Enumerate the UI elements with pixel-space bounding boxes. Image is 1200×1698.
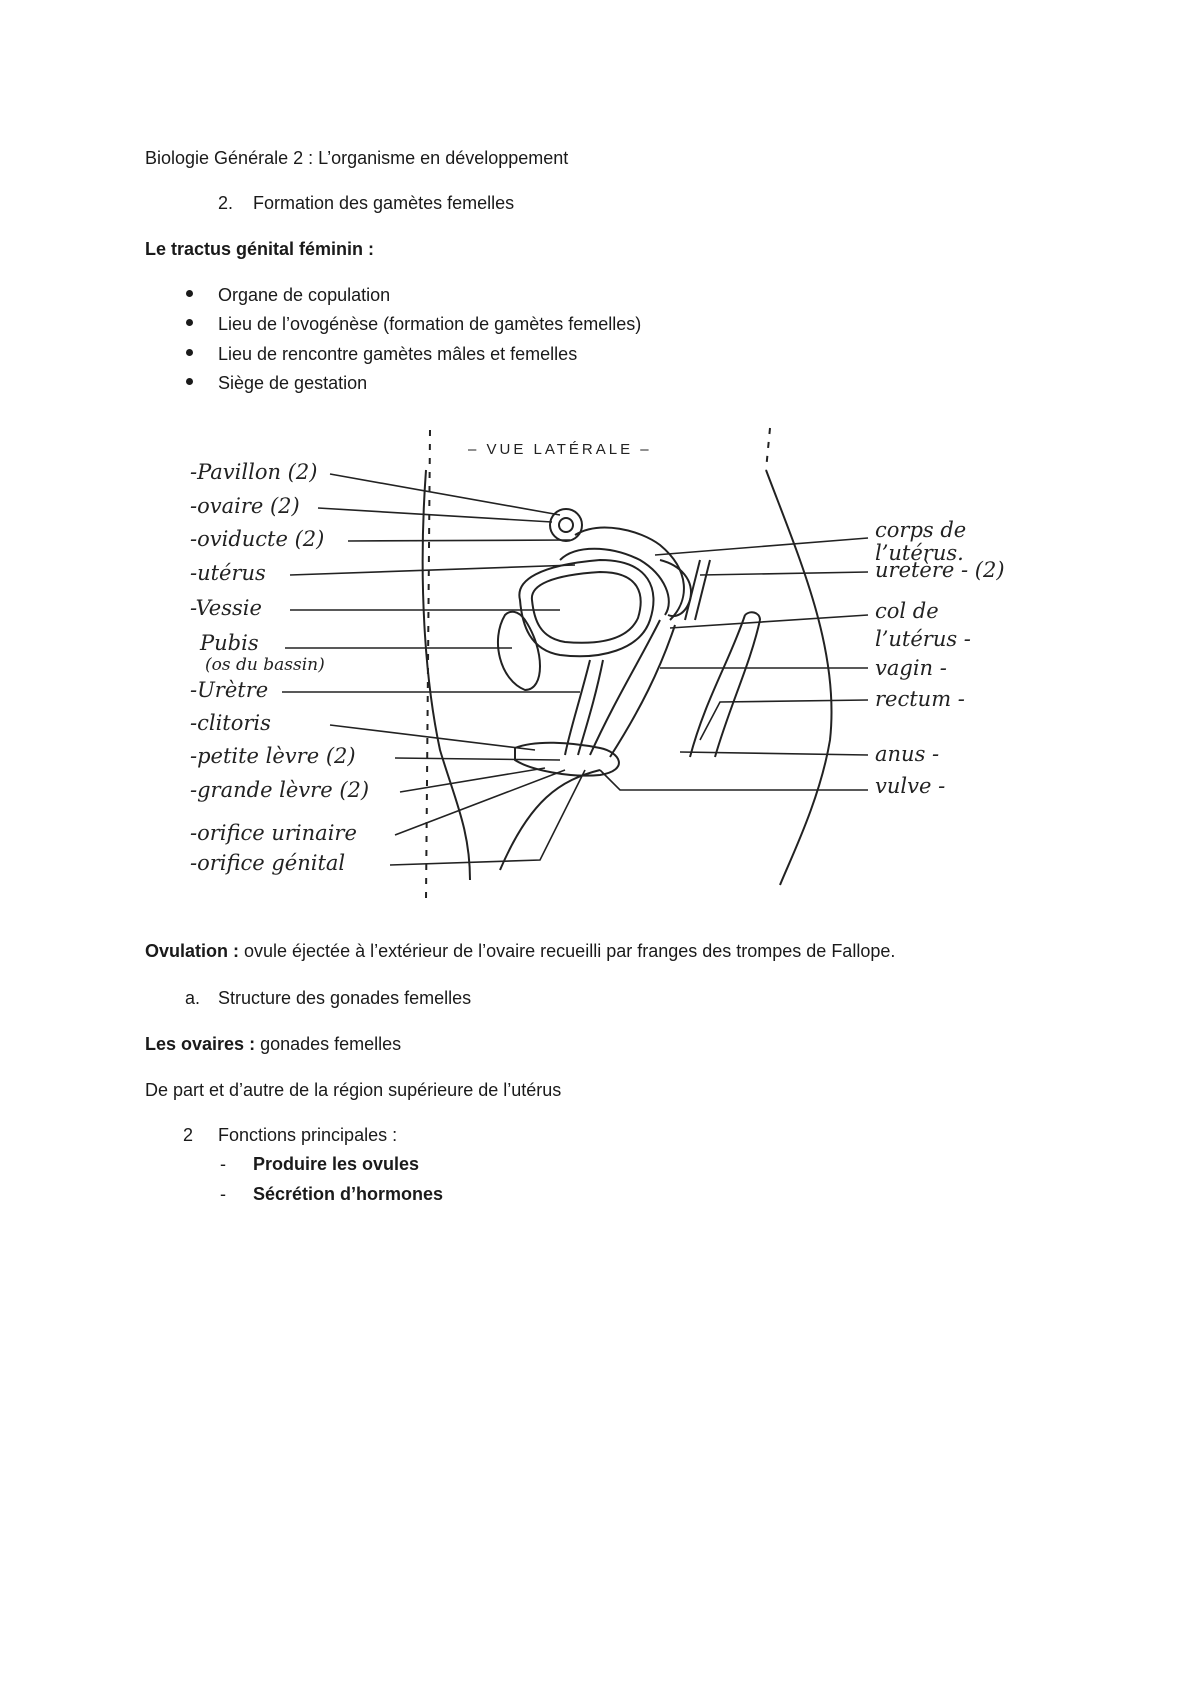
label-pubis: Pubis	[200, 631, 259, 655]
bullet-icon	[186, 319, 193, 326]
label-orifice-urinaire: -orifice urinaire	[190, 821, 357, 845]
label-vessie: -Vessie	[190, 596, 262, 620]
label-col: col de	[875, 599, 939, 623]
tractus-heading: Le tractus génital féminin :	[145, 239, 375, 259]
label-pavillon: -Pavillon (2)	[190, 460, 318, 484]
dash-marker: -	[220, 1154, 226, 1174]
bullet-icon	[186, 349, 193, 356]
ovulation-text: ovule éjectée à l’extérieur de l’ovaire recueilli par franges des trompes de Fallope.	[239, 941, 896, 961]
ovulation-paragraph	[145, 940, 895, 962]
section-title: Formation des gamètes femelles	[253, 193, 515, 213]
subsection-marker: a.	[185, 988, 201, 1008]
pubis-bone	[498, 612, 540, 690]
label-clitoris: -clitoris	[190, 711, 271, 735]
label-corps-uterus: l’utérus.	[875, 541, 964, 565]
ovaires-text: gonades femelles	[255, 1034, 402, 1054]
label-col-uterus: l’utérus -	[875, 627, 971, 651]
document-title: Biologie Générale 2 : L’organisme en développement	[145, 148, 569, 168]
fonction-item: Produire les ovules	[253, 1154, 420, 1174]
ovaires-position: De part et d’autre de la région supérieure de l’utérus	[145, 1080, 562, 1100]
label-vagin: vagin -	[875, 656, 947, 680]
ovaires-paragraph	[145, 1033, 401, 1055]
fonctions-number: 2	[183, 1125, 194, 1145]
list-item: Lieu de l’ovogénèse (formation de gamètes femelles)	[218, 314, 642, 334]
label-corps: corps de	[875, 518, 967, 542]
label-anus: anus -	[875, 742, 940, 766]
dash-marker: -	[220, 1184, 226, 1204]
ovaires-label: Les ovaires :	[145, 1034, 256, 1054]
fonctions-title: Fonctions principales :	[218, 1125, 398, 1145]
section-number: 2.	[218, 193, 234, 213]
diagram-title: – VUE LATÉRALE –	[468, 441, 652, 458]
list-item: Siège de gestation	[218, 373, 368, 393]
label-vulve: vulve -	[875, 774, 946, 798]
bullet-icon	[186, 290, 193, 297]
label-ovaire: -ovaire (2)	[190, 494, 300, 518]
label-os-du-bassin: (os du bassin)	[205, 655, 325, 675]
label-rectum: rectum -	[875, 687, 965, 711]
subsection-title: Structure des gonades femelles	[218, 988, 472, 1008]
label-grande-levre: -grande lèvre (2)	[190, 778, 370, 802]
label-uretere: uretère - (2)	[875, 558, 1005, 582]
fonction-item: Sécrétion d’hormones	[253, 1184, 444, 1204]
list-item: Lieu de rencontre gamètes mâles et femelles	[218, 344, 578, 364]
label-uretre: -Urètre	[190, 678, 269, 702]
label-orifice-genital: -orifice génital	[190, 851, 346, 875]
bullet-icon	[186, 378, 193, 385]
label-uterus: -utérus	[190, 561, 266, 585]
ovary-shape	[550, 509, 582, 541]
ovulation-label: Ovulation :	[145, 941, 239, 961]
label-oviducte: -oviducte (2)	[190, 527, 325, 551]
list-item: Organe de copulation	[218, 285, 391, 305]
label-petite-levre: -petite lèvre (2)	[190, 744, 356, 768]
bladder-shape	[519, 560, 653, 656]
